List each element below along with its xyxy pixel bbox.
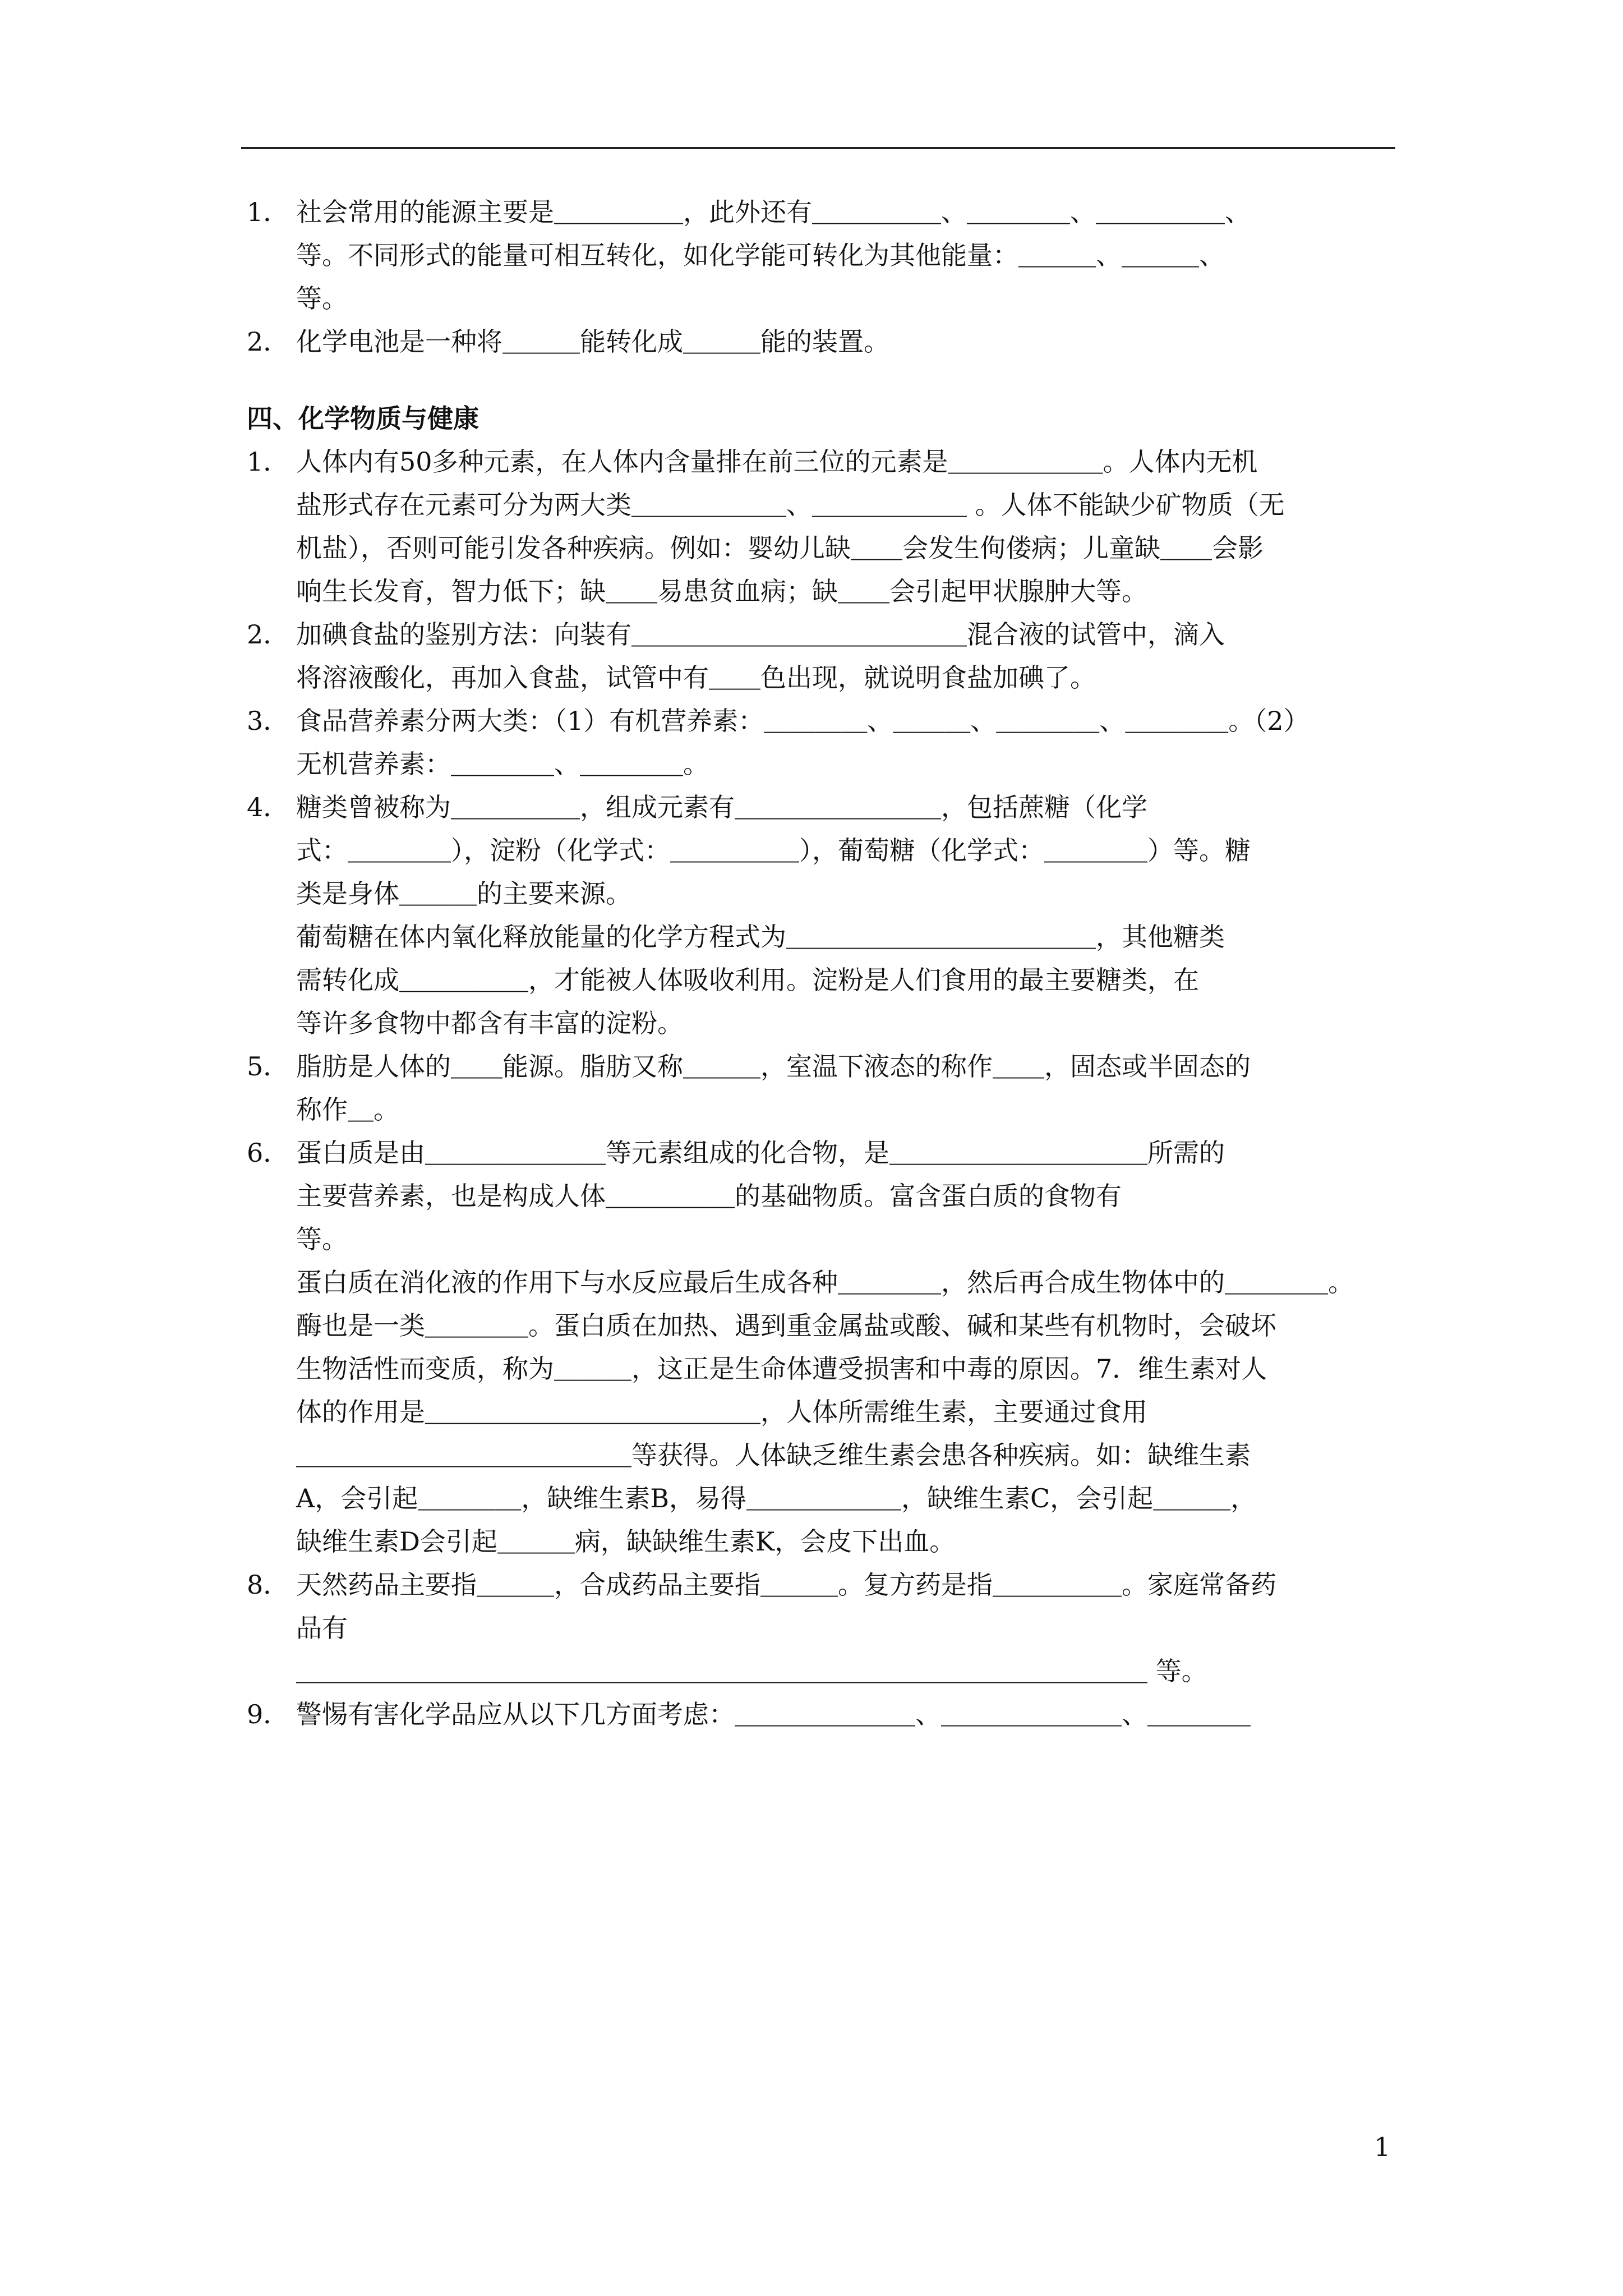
question-item: [247, 1045, 1402, 1131]
question-line: 式：＿＿＿＿），淀粉（化学式：＿＿＿＿＿），葡萄糖（化学式：＿＿＿＿）等。糖: [296, 835, 1251, 866]
question-line: 生物活性而变质，称为＿＿＿，这正是生命体遭受损害和中毒的原因。7．维生素对人: [296, 1354, 1267, 1384]
question-number: 5．: [247, 1051, 289, 1082]
question-line: 加碘食盐的鉴别方法：向装有＿＿＿＿＿＿＿＿＿＿＿＿＿混合液的试管中，滴入: [296, 619, 1225, 650]
question-text: [296, 1045, 1402, 1131]
question-line: 将溶液酸化，再加入食盐，试管中有＿＿色出现，就说明食盐加碘了。: [296, 662, 1096, 693]
question-item: [247, 1693, 1402, 1736]
question-line: A，会引起＿＿＿＿，缺维生素B，易得＿＿＿＿＿＿，缺维生素C，会引起＿＿＿，: [296, 1483, 1257, 1513]
document-body: [247, 191, 1402, 1736]
question-line: 等。: [296, 1224, 348, 1254]
question-line: 主要营养素，也是构成人体＿＿＿＿＿的基础物质。富含蛋白质的食物有: [296, 1181, 1122, 1211]
question-item: [247, 786, 1402, 1045]
question-line: 无机营养素：＿＿＿＿、＿＿＿＿。: [296, 749, 709, 779]
question-line: 称作＿。: [296, 1094, 399, 1125]
question-item: [247, 440, 1402, 613]
question-number: 9．: [247, 1699, 289, 1729]
question-line: 食品营养素分两大类：（1）有机营养素：＿＿＿＿、＿＿＿、＿＿＿＿、＿＿＿＿。（2）: [296, 706, 1310, 736]
question-line: 响生长发育，智力低下；缺＿＿易患贫血病；缺＿＿会引起甲状腺肿大等。: [296, 576, 1147, 606]
question-number: 2．: [247, 326, 289, 357]
question-line: 人体内有50多种元素，在人体内含量排在前三位的元素是＿＿＿＿＿＿。人体内无机: [296, 447, 1258, 477]
question-line: 葡萄糖在体内氧化释放能量的化学方程式为＿＿＿＿＿＿＿＿＿＿＿＿，其他糖类: [296, 922, 1225, 952]
question-line: 化学电池是一种将＿＿＿能转化成＿＿＿能的装置。: [296, 326, 889, 357]
question-line: 警惕有害化学品应从以下几方面考虑：＿＿＿＿＿＿＿、＿＿＿＿＿＿＿、＿＿＿＿: [296, 1699, 1251, 1729]
question-text: [296, 786, 1402, 1045]
energy-section: [247, 191, 1402, 364]
question-line: 糖类曾被称为＿＿＿＿＿，组成元素有＿＿＿＿＿＿＿＿，包括蔗糖（化学: [296, 792, 1147, 822]
page-number: 1: [1374, 2132, 1391, 2162]
question-line: 等。不同形式的能量可相互转化，如化学能可转化为其他能量：＿＿＿、＿＿＿、: [296, 240, 1225, 270]
question-number: 1．: [247, 197, 289, 227]
header-rule: [241, 147, 1395, 149]
question-number: 1．: [247, 447, 289, 477]
section-heading: 四、化学物质与健康: [247, 403, 479, 434]
question-text: [296, 320, 1402, 364]
question-line: 类是身体＿＿＿的主要来源。: [296, 878, 631, 909]
question-line: 等许多食物中都含有丰富的淀粉。: [296, 1008, 683, 1038]
question-line: 品有: [296, 1613, 348, 1643]
question-line: 脂肪是人体的＿＿能源。脂肪又称＿＿＿，室温下液态的称作＿＿，固态或半固态的: [296, 1051, 1251, 1082]
question-item: [247, 700, 1402, 786]
question-line: 天然药品主要指＿＿＿，合成药品主要指＿＿＿。复方药是指＿＿＿＿＿。家庭常备药: [296, 1570, 1276, 1600]
health-section: [247, 440, 1402, 1736]
question-line: 体的作用是＿＿＿＿＿＿＿＿＿＿＿＿＿，人体所需维生素，主要通过食用: [296, 1397, 1147, 1427]
question-text: [296, 1563, 1402, 1693]
question-line: 需转化成＿＿＿＿＿，才能被人体吸收利用。淀粉是人们食用的最主要糖类，在: [296, 965, 1199, 995]
question-line: ＿＿＿＿＿＿＿＿＿＿＿＿＿等获得。人体缺乏维生素会患各种疾病。如：缺维生素: [296, 1440, 1251, 1470]
question-item: [247, 320, 1402, 364]
question-line: 蛋白质在消化液的作用下与水反应最后生成各种＿＿＿＿，然后再合成生物体中的＿＿＿＿。: [296, 1267, 1354, 1297]
question-line: 盐形式存在元素可分为两大类＿＿＿＿＿＿、＿＿＿＿＿＿ 。人体不能缺少矿物质（无: [296, 490, 1285, 520]
question-text: [296, 613, 1402, 700]
question-text: [296, 1693, 1402, 1736]
question-line: 机盐），否则可能引发各种疾病。例如：婴幼儿缺＿＿会发生佝偻病；儿童缺＿＿会影: [296, 533, 1264, 563]
question-text: [296, 191, 1402, 320]
question-number: 2．: [247, 619, 289, 650]
question-text: [296, 700, 1402, 786]
question-text: [296, 440, 1402, 613]
question-number: 8．: [247, 1570, 289, 1600]
question-line: ＿＿＿＿＿＿＿＿＿＿＿＿＿＿＿＿＿＿＿＿＿＿＿＿＿＿＿＿＿＿＿＿＿ 等。: [296, 1656, 1207, 1686]
question-item: [247, 1563, 1402, 1693]
question-item: [247, 191, 1402, 320]
question-number: 4．: [247, 792, 289, 822]
question-line: 缺维生素D会引起＿＿＿病，缺缺维生素K，会皮下出血。: [296, 1526, 956, 1557]
question-item: [247, 613, 1402, 700]
question-number: 6．: [247, 1138, 289, 1168]
question-line: 蛋白质是由＿＿＿＿＿＿＿等元素组成的化合物，是＿＿＿＿＿＿＿＿＿＿所需的: [296, 1138, 1225, 1168]
question-line: 酶也是一类＿＿＿＿。蛋白质在加热、遇到重金属盐或酸、碱和某些有机物时，会破坏: [296, 1310, 1276, 1341]
question-item: [247, 1131, 1402, 1563]
question-line: 社会常用的能源主要是＿＿＿＿＿，此外还有＿＿＿＿＿、＿＿＿＿、＿＿＿＿＿、: [296, 197, 1251, 227]
question-text: [296, 1131, 1402, 1563]
question-number: 3．: [247, 706, 289, 736]
question-line: 等。: [296, 283, 348, 314]
